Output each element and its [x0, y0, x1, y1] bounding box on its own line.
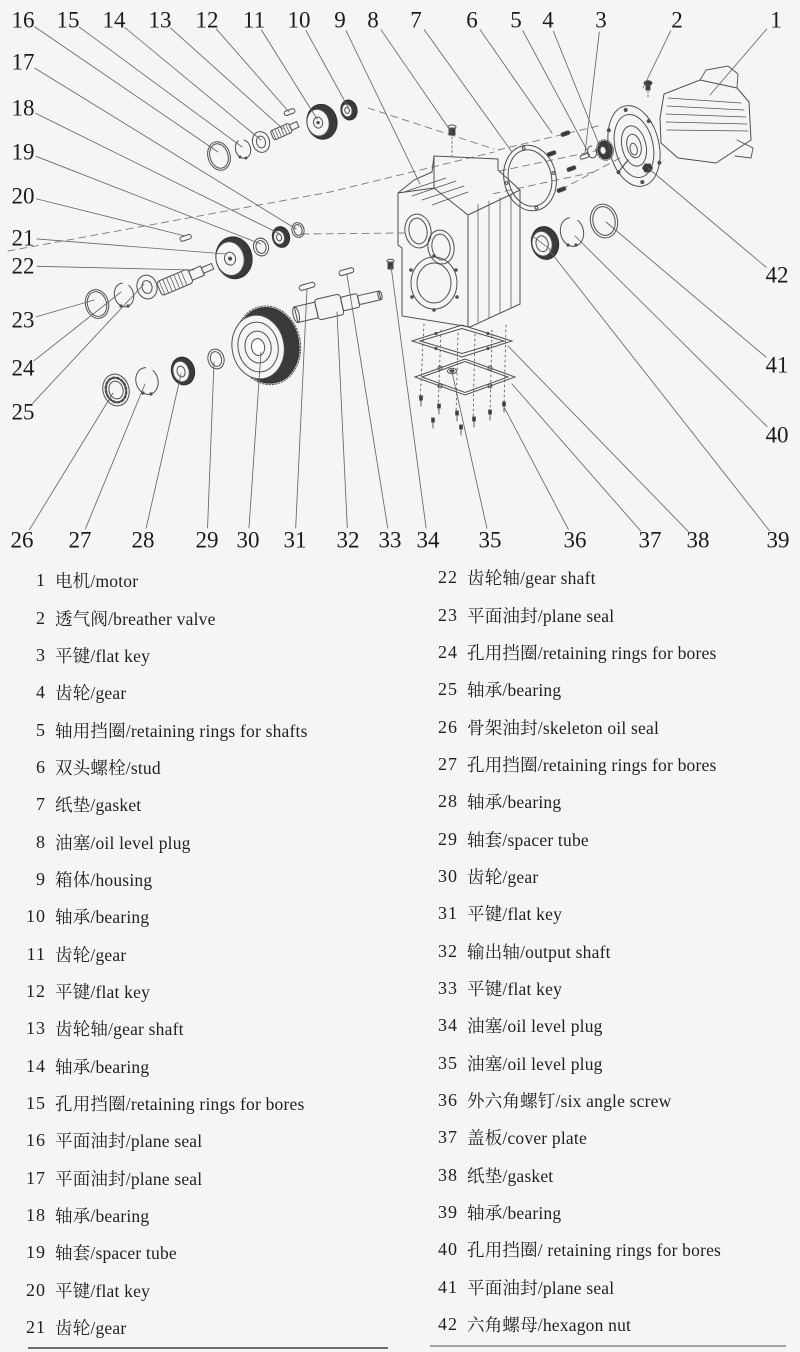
leader-line-5 [523, 31, 588, 152]
item-label: 油塞/oil level plug [55, 832, 191, 853]
item-number: 40 [438, 1239, 458, 1260]
callout-number-2: 2 [671, 7, 683, 33]
item-label: 齿轮/gear [467, 866, 539, 887]
list-item [418, 1044, 800, 1081]
spacer-tube-29 [206, 347, 227, 370]
list-item [18, 973, 408, 1010]
callout-number-24: 24 [11, 355, 35, 381]
list-item [418, 671, 800, 708]
item-number: 34 [438, 1015, 458, 1036]
leader-line-11 [262, 30, 317, 119]
item-label: 孔用挡圈/retaining rings for bores [467, 754, 717, 775]
item-label: 齿轮轴/gear shaft [55, 1019, 184, 1040]
list-item [18, 861, 408, 898]
leader-line-35 [452, 372, 487, 528]
callout-number-26: 26 [10, 527, 34, 553]
list-item [18, 637, 408, 674]
item-label: 油塞/oil level plug [467, 1053, 603, 1074]
item-number: 9 [36, 868, 46, 889]
callout-number-1: 1 [770, 7, 782, 33]
leader-line-33 [347, 275, 388, 528]
item-number: 21 [26, 1317, 46, 1338]
leader-line-9 [346, 31, 420, 184]
callout-number-11: 11 [242, 7, 266, 33]
item-label: 轴承/bearing [467, 1203, 562, 1224]
list-item [418, 1007, 800, 1044]
leader-line-36 [504, 407, 568, 529]
item-label: 轴承/bearing [467, 792, 562, 813]
list-item [418, 858, 800, 895]
callout-number-28: 28 [131, 527, 155, 553]
item-number: 2 [36, 607, 46, 628]
gear-shaft-22 [156, 259, 215, 295]
leader-line-3 [585, 32, 599, 153]
item-label: 外六角螺钉/six angle screw [467, 1090, 672, 1111]
list-item [418, 708, 800, 745]
bearing-39 [528, 224, 562, 262]
callout-number-30: 30 [236, 527, 260, 553]
list-item [418, 1157, 800, 1194]
leader-line-23 [36, 300, 94, 317]
item-number: 32 [438, 940, 458, 961]
item-number: 6 [36, 756, 46, 777]
list-item [18, 674, 408, 711]
item-number: 8 [36, 831, 46, 852]
item-label: 油塞/oil level plug [467, 1016, 603, 1037]
gear-11 [304, 102, 341, 142]
item-label: 输出轴/output shaft [467, 941, 611, 962]
item-label: 纸垫/gasket [467, 1165, 554, 1186]
item-number: 3 [36, 644, 46, 665]
skeleton-oil-seal-26 [99, 371, 133, 409]
leader-line-21 [37, 239, 226, 254]
list-item [418, 1306, 800, 1343]
item-number: 5 [36, 719, 46, 740]
item-number: 29 [438, 828, 458, 849]
callout-number-17: 17 [11, 49, 35, 75]
callout-number-14: 14 [102, 7, 126, 33]
item-number: 13 [26, 1018, 46, 1039]
callout-number-27: 27 [68, 527, 92, 553]
leader-line-12 [216, 29, 289, 112]
flat-key-12 [284, 108, 296, 116]
list-item [418, 783, 800, 820]
leader-line-38 [508, 346, 688, 531]
item-number: 27 [438, 753, 458, 774]
item-number: 37 [438, 1127, 458, 1148]
gear-shaft-13 [270, 120, 300, 141]
item-label: 齿轮/gear [55, 1318, 127, 1339]
item-number: 12 [26, 980, 46, 1001]
list-item [418, 932, 800, 969]
callout-number-39: 39 [766, 527, 790, 553]
gear-21 [212, 234, 256, 283]
list-item [418, 1194, 800, 1231]
callout-number-23: 23 [11, 307, 35, 333]
item-number: 42 [438, 1314, 458, 1335]
item-label: 轴套/spacer tube [467, 829, 589, 850]
bearing-28 [168, 355, 197, 388]
list-item [18, 1272, 408, 1309]
item-label: 轴承/bearing [55, 1056, 150, 1077]
leader-line-40 [575, 236, 767, 427]
item-number: 35 [438, 1052, 458, 1073]
item-label: 齿轮轴/gear shaft [467, 568, 596, 589]
item-label: 齿轮/gear [55, 944, 127, 965]
leader-line-22 [37, 266, 194, 270]
leader-line-4 [553, 31, 600, 147]
list-item [418, 1082, 800, 1119]
leader-line-14 [125, 28, 261, 140]
list-item [18, 786, 408, 823]
callout-number-35: 35 [478, 527, 502, 553]
list-item [18, 935, 408, 972]
item-number: 20 [26, 1279, 46, 1300]
item-label: 平面油封/plane seal [55, 1131, 203, 1152]
callout-number-32: 32 [336, 527, 360, 553]
leader-line-42 [648, 168, 766, 267]
callout-number-38: 38 [686, 527, 710, 553]
item-number: 26 [438, 716, 458, 737]
item-number: 22 [438, 567, 458, 588]
item-number: 4 [36, 682, 46, 703]
item-number: 36 [438, 1089, 458, 1110]
callout-labels [11, 8, 790, 553]
housing [387, 125, 520, 327]
leader-line-2 [643, 31, 671, 88]
list-item [18, 1309, 408, 1346]
plane-seal-16 [204, 139, 234, 173]
callout-number-25: 25 [11, 399, 35, 425]
list-item [18, 562, 408, 599]
callout-number-16: 16 [11, 7, 35, 33]
callout-number-18: 18 [11, 95, 35, 121]
list-item [18, 1160, 408, 1197]
item-label: 平键/flat key [55, 645, 151, 666]
item-number: 16 [26, 1130, 46, 1151]
leader-line-24 [34, 292, 121, 361]
cover-gasket-38 [412, 325, 512, 357]
leader-line-7 [424, 30, 512, 152]
list-item [18, 1085, 408, 1122]
leader-line-15 [79, 27, 242, 147]
list-item [418, 1269, 800, 1306]
item-number: 30 [438, 865, 458, 886]
cover-assembly [412, 324, 515, 435]
item-number: 25 [438, 679, 458, 700]
callout-number-29: 29 [195, 527, 219, 553]
list-item [18, 749, 408, 786]
callout-number-15: 15 [56, 7, 80, 33]
list-item [18, 599, 408, 636]
retaining-ring-15 [233, 138, 253, 161]
item-label: 平面油封/plane seal [55, 1168, 203, 1189]
callout-number-20: 20 [11, 183, 35, 209]
item-label: 孔用挡圈/retaining rings for bores [55, 1093, 305, 1114]
leader-line-32 [337, 312, 347, 528]
callout-number-40: 40 [765, 422, 789, 448]
list-item [18, 1197, 408, 1234]
item-label: 轴承/bearing [55, 1206, 150, 1227]
item-number: 10 [26, 906, 46, 927]
item-label: 轴承/bearing [467, 680, 562, 701]
item-number: 41 [438, 1276, 458, 1297]
item-label: 轴用挡圈/retaining rings for shafts [55, 720, 308, 741]
item-number: 28 [438, 791, 458, 812]
list-item [18, 1234, 408, 1271]
list-item [418, 559, 800, 596]
callout-number-41: 41 [765, 352, 789, 378]
callout-number-42: 42 [765, 262, 789, 288]
leader-line-17 [35, 68, 296, 229]
item-number: 15 [26, 1092, 46, 1113]
item-number: 24 [438, 641, 458, 662]
item-number: 39 [438, 1202, 458, 1223]
list-item [418, 634, 800, 671]
leader-line-41 [606, 222, 766, 357]
item-label: 电机/motor [55, 571, 139, 592]
item-number: 7 [36, 794, 46, 815]
item-label: 平面油封/plane seal [467, 1277, 615, 1298]
parts-list-right-column [418, 559, 800, 1343]
item-label: 箱体/housing [55, 869, 153, 890]
list-item [418, 970, 800, 1007]
item-label: 轴承/bearing [55, 907, 150, 928]
callout-number-4: 4 [542, 7, 554, 33]
item-label: 孔用挡圈/ retaining rings for bores [467, 1240, 722, 1261]
item-number: 33 [438, 977, 458, 998]
leader-line-6 [480, 30, 552, 133]
item-label: 平键/flat key [467, 904, 563, 925]
bearing-25 [134, 273, 159, 301]
bearing-18 [270, 225, 292, 249]
leader-line-1 [710, 29, 767, 95]
item-number: 1 [36, 570, 46, 591]
retaining-ring-40 [558, 215, 587, 248]
oil-level-plug-34 [387, 259, 394, 269]
item-label: 轴套/spacer tube [55, 1243, 177, 1264]
callout-number-12: 12 [195, 7, 219, 33]
spacer-tube-19 [252, 236, 271, 257]
leader-line-37 [512, 384, 641, 531]
item-number: 14 [26, 1055, 46, 1076]
item-label: 纸垫/gasket [55, 795, 142, 816]
item-number: 38 [438, 1164, 458, 1185]
leader-line-26 [29, 393, 113, 530]
leader-line-28 [146, 374, 181, 528]
item-label: 平键/flat key [467, 978, 563, 999]
item-number: 11 [26, 943, 46, 964]
callout-number-3: 3 [595, 7, 607, 33]
callout-number-13: 13 [148, 7, 172, 33]
list-item [418, 1231, 800, 1268]
item-label: 平键/flat key [55, 1280, 151, 1301]
callout-number-31: 31 [283, 527, 307, 553]
gear-30 [226, 301, 307, 391]
exploded-view-diagram [0, 0, 800, 560]
item-number: 18 [26, 1205, 46, 1226]
leader-line-18 [36, 113, 280, 234]
item-number: 19 [26, 1242, 46, 1263]
item-label: 齿轮/gear [55, 683, 127, 704]
callout-number-5: 5 [510, 7, 522, 33]
item-label: 透气阀/breather valve [55, 608, 216, 629]
leader-line-39 [549, 250, 769, 531]
callout-number-9: 9 [334, 7, 346, 33]
screws-36 [419, 396, 505, 435]
bearing-10 [339, 99, 359, 122]
callout-number-10: 10 [287, 7, 311, 33]
list-item [418, 596, 800, 633]
callout-number-34: 34 [416, 527, 440, 553]
cover-plate-37 [415, 359, 515, 395]
item-number: 31 [438, 903, 458, 924]
item-label: 盖板/cover plate [467, 1128, 587, 1149]
plane-seal-41 [587, 201, 621, 240]
flat-key-33 [338, 267, 354, 276]
retaining-ring-27 [133, 365, 162, 397]
callout-number-7: 7 [410, 7, 422, 33]
scan-artifact-line [28, 1347, 388, 1349]
leader-line-13 [170, 28, 283, 129]
list-item [18, 711, 408, 748]
callout-number-19: 19 [11, 139, 35, 165]
leader-line-8 [381, 30, 452, 133]
leader-line-20 [37, 199, 185, 236]
list-item [18, 1047, 408, 1084]
callout-number-8: 8 [367, 7, 379, 33]
list-item [418, 820, 800, 857]
leader-line-29 [208, 362, 214, 528]
leader-line-10 [306, 30, 348, 107]
plane-seal-17 [290, 221, 305, 238]
list-item [18, 898, 408, 935]
callout-number-37: 37 [638, 527, 662, 553]
item-number: 23 [438, 604, 458, 625]
list-item [418, 746, 800, 783]
callout-number-6: 6 [466, 7, 478, 33]
callout-number-33: 33 [378, 527, 402, 553]
item-label: 孔用挡圈/retaining rings for bores [467, 642, 717, 663]
callout-number-36: 36 [563, 527, 587, 553]
leader-line-31 [296, 289, 307, 528]
item-label: 平键/flat key [55, 981, 151, 1002]
list-item [418, 1119, 800, 1156]
intermediate-shaft-assembly [82, 221, 305, 321]
plane-seal-23 [82, 287, 112, 321]
item-label: 骨架油封/skeleton oil seal [467, 717, 660, 738]
callout-number-21: 21 [11, 225, 35, 251]
list-item [418, 895, 800, 932]
item-label: 双头螺栓/stud [55, 757, 161, 778]
scan-artifact-line [430, 1345, 786, 1347]
item-label: 六角螺母/hexagon nut [467, 1315, 632, 1336]
callout-number-22: 22 [11, 253, 35, 279]
parts-list-left-column [18, 562, 408, 1346]
list-item [18, 1122, 408, 1159]
list-item [18, 1010, 408, 1047]
list-item [18, 823, 408, 860]
item-label: 平面油封/plane seal [467, 605, 615, 626]
motor [600, 66, 753, 192]
item-number: 17 [26, 1167, 46, 1188]
